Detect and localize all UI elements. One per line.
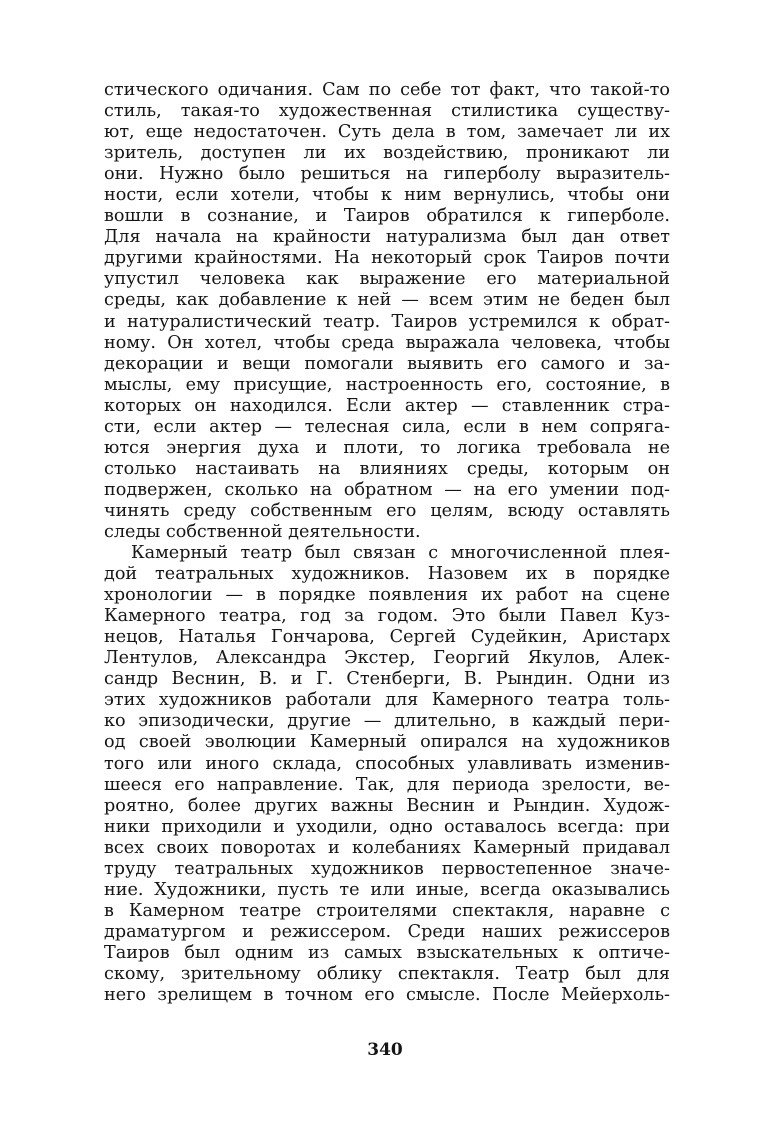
text-line: драматургом и режиссером. Среди наших режиссеров xyxy=(104,921,670,942)
text-line: подвержен, сколько на обратном — на его умении под- xyxy=(104,479,670,500)
text-line: столько настаивать на влияниях среды, которым он xyxy=(104,458,670,479)
text-line: Лентулов, Александра Экстер, Георгий Якулов, Алек- xyxy=(104,648,670,669)
text-line: всех своих поворотах и колебаниях Камерный придавал xyxy=(104,837,670,858)
text-line: и натуралистический театр. Таиров устремился к обрат- xyxy=(104,311,670,332)
text-line: од своей эволюции Камерный опирался на художников xyxy=(104,732,670,753)
text-line: этих художников работали для Камерного театра толь- xyxy=(104,690,670,711)
text-line: него зрелищем в точном его смысле. После Мейерхоль- xyxy=(104,985,670,1006)
text-line: сти, если актер — телесная сила, если в нем сопряга- xyxy=(104,416,670,437)
text-line: ние. Художники, пусть те или иные, всегда оказывались xyxy=(104,879,670,900)
paragraph-1 xyxy=(104,80,670,543)
body-text xyxy=(104,80,670,1006)
page-number: 340 xyxy=(367,1040,403,1060)
text-line: ники приходили и уходили, одно оставалось всегда: при xyxy=(104,816,670,837)
text-line: упустил человека как выражение его материальной xyxy=(104,269,670,290)
text-line: Камерный театр был связан с многочисленной плея- xyxy=(131,543,670,564)
text-line: роятно, более других важны Веснин и Рындин. Худож- xyxy=(104,795,670,816)
text-line: дой театральных художников. Назовем их в порядке xyxy=(104,564,670,585)
text-line: ют, еще недостаточен. Суть дела в том, замечает ли их xyxy=(104,122,670,143)
text-line: декорации и вещи помогали выявить его самого и за- xyxy=(104,353,670,374)
text-line: того или иного склада, способных улавливать изменив- xyxy=(104,753,670,774)
text-line: ному. Он хотел, чтобы среда выражала человека, чтобы xyxy=(104,332,670,353)
text-line: вошли в сознание, и Таиров обратился к гиперболе. xyxy=(104,206,670,227)
text-line: ко эпизодически, другие — длительно, в каждый пери- xyxy=(104,711,670,732)
text-line: мыслы, ему присущие, настроенность его, состояние, в xyxy=(104,374,670,395)
text-line: Для начала на крайности натурализма был дан ответ xyxy=(104,227,670,248)
text-line: которых он находился. Если актер — ставленник стра- xyxy=(104,395,670,416)
text-line: Камерного театра, год за годом. Это были Павел Куз- xyxy=(104,606,670,627)
text-line: шееся его направление. Так, для периода зрелости, ве- xyxy=(104,774,670,795)
text-line: среды, как добавление к ней — всем этим не беден был xyxy=(104,290,670,311)
text-line: чинять среду собственным его целям, всюду оставлять xyxy=(104,500,670,521)
text-line: стического одичания. Сам по себе тот факт, что такой-то xyxy=(104,80,670,100)
text-line: ются энергия духа и плоти, то логика требовала не xyxy=(104,437,670,458)
text-line: ности, если хотели, чтобы к ним вернулись, чтобы они xyxy=(104,185,670,206)
text-line: следы собственной деятельности. xyxy=(104,521,421,542)
text-line: Таиров был одним из самых взыскательных к оптиче- xyxy=(104,942,670,963)
text-line: труду театральных художников первостепенное значе- xyxy=(104,858,670,879)
text-line: скому, зрительному облику спектакля. Театр был для xyxy=(104,963,670,984)
text-line: в Камерном театре строителями спектакля, наравне с xyxy=(104,900,670,921)
text-line: стиль, такая-то художественная стилистика существу- xyxy=(104,101,670,122)
text-line: они. Нужно было решиться на гиперболу выразитель- xyxy=(104,164,670,185)
text-line: другими крайностями. На некоторый срок Таиров почти xyxy=(104,248,670,269)
text-line: нецов, Наталья Гончарова, Сергей Судейкин, Аристарх xyxy=(104,627,670,648)
text-line: сандр Веснин, В. и Г. Стенберги, В. Рындин. Одни из xyxy=(104,669,670,690)
text-line: зритель, доступен ли их воздействию, проникают ли xyxy=(104,143,670,164)
text-line: хронологии — в порядке появления их работ на сцене xyxy=(104,585,670,606)
paragraph-2 xyxy=(104,543,670,1006)
